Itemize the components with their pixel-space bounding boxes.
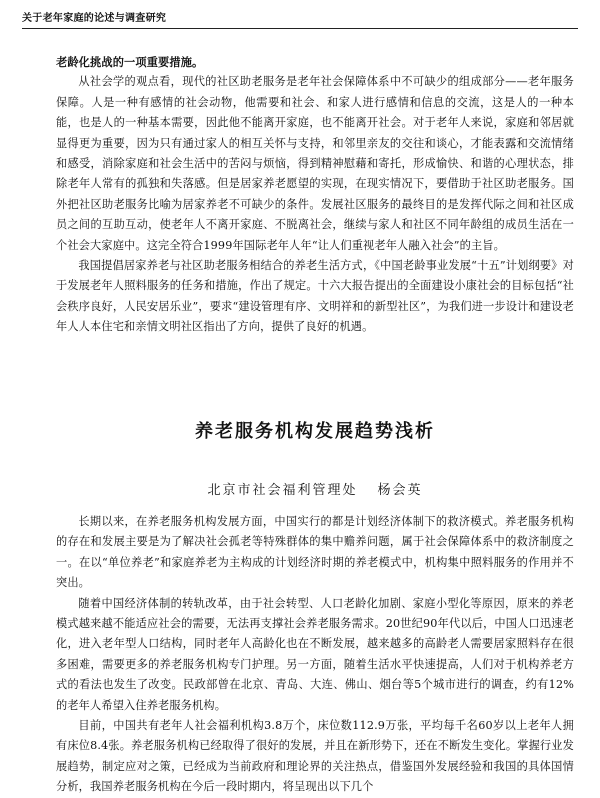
- article-title: 养老服务机构发展趋势浅析: [195, 421, 435, 442]
- section-continuation: [56, 52, 574, 338]
- paragraph: 长期以来，在养老服务机构发展方面，中国实行的都是计划经济体制下的救济模式。养老服务机构的存在和发展主要是为了解决社会孤老等特殊群体的集中赡养问题，属于社会保障体系中的救济制度之一。在以“单位养老”和家庭养老为主构成的计划经济时期的养老模式中，机构集中照料服务的作用并不突出。: [56, 515, 574, 590]
- paragraph: 我国提倡居家养老与社区助老服务相结合的养老生活方式，《中国老龄事业发展“十五”计划纲要》对于发展老年人照料服务的任务和措施，作出了规定。十六大报告提出的全面建设小康社会的目标包括“社会秩序良好，人民安居乐业”，要求“建设管理有序、文明祥和的新型社区”，为我们进一步设计和建设老年人人本住宅和亲情文明社区指出了方向，提供了良好的机遇。: [56, 259, 574, 334]
- paragraph: 随着中国经济体制的转轨改革，由于社会转型、人口老龄化加剧、家庭小型化等原因，原来的养老模式越来越不能适应社会的需要，无法再支撑社会养老服务需求。20世纪90年代以后，中国人口迅速老化，进入老年型人口结构，同时老年人高龄化也在不断发展，越来越多的高龄老人需要居家照料存在很多困难，需要更多的养老服务机构专门护理。另一方面，随着生活水平快速提高，人们对于机构养老方式的看法也发生了改变。民政部曾在北京、青岛、大连、佛山、烟台等5个城市进行的调查，约有12%的老年人希望入住养老服务机构。: [56, 596, 574, 712]
- paragraph: 从社会学的观点看，现代的社区助老服务是老年社会保障体系中不可缺少的组成部分——老年服务保障。人是一种有感情的社会动物，他需要和社会、和家人进行感情和信息的交流，这是人的一种本能，也是人的一种基本需要，因此他不能离开家庭，也不能离开社会。对于老年人来说，家庭和邻居就显得更为重要，因为只有通过家人的相互关怀与支持，和邻里亲友的交往和谈心，才能表露和交流情绪和感受，消除家庭和社会生活中的苦闷与烦恼，得到精神慰藉和寄托，形成愉快、和谐的心理状态，排除老年人常有的孤独和失落感。但是居家养老愿望的实现，在现实情况下，要借助于社区助老服务。国外把社区助老服务比喻为居家养老不可缺少的条件。发展社区服务的最终目的是发挥代际之间和社区成员之间的互助互动，使老年人不离开家庭、不脱离社会，继续与家人和社区不同年龄组的成员生活在一个社会大家庭中。这完全符合1999年国际老年人年“让人们重视老年人融入社会”的主旨。: [56, 75, 574, 252]
- author-name: 杨会英: [377, 483, 423, 498]
- running-header: 关于老年家庭的论述与调查研究: [22, 12, 578, 29]
- lead-line: 老龄化挑战的一项重要措施。: [56, 55, 204, 69]
- paragraph: 目前，中国共有老年人社会福利机构3.8万个，床位数112.9万张，平均每千名60岁以上老年人拥有床位8.4张。养老服务机构已经取得了很好的发展，并且在新形势下，还在不断发生变化。掌握行业发展趋势，制定应对之策，已经成为当前政府和理论界的关注热点，借鉴国外发展经验和我国的具体国情分析，我国养老服务机构在今后一段时期内，将呈现出以下几个: [56, 719, 574, 794]
- author-line: [56, 482, 574, 500]
- author-org: 北京市社会福利管理处: [207, 483, 358, 498]
- article-body: [56, 512, 574, 798]
